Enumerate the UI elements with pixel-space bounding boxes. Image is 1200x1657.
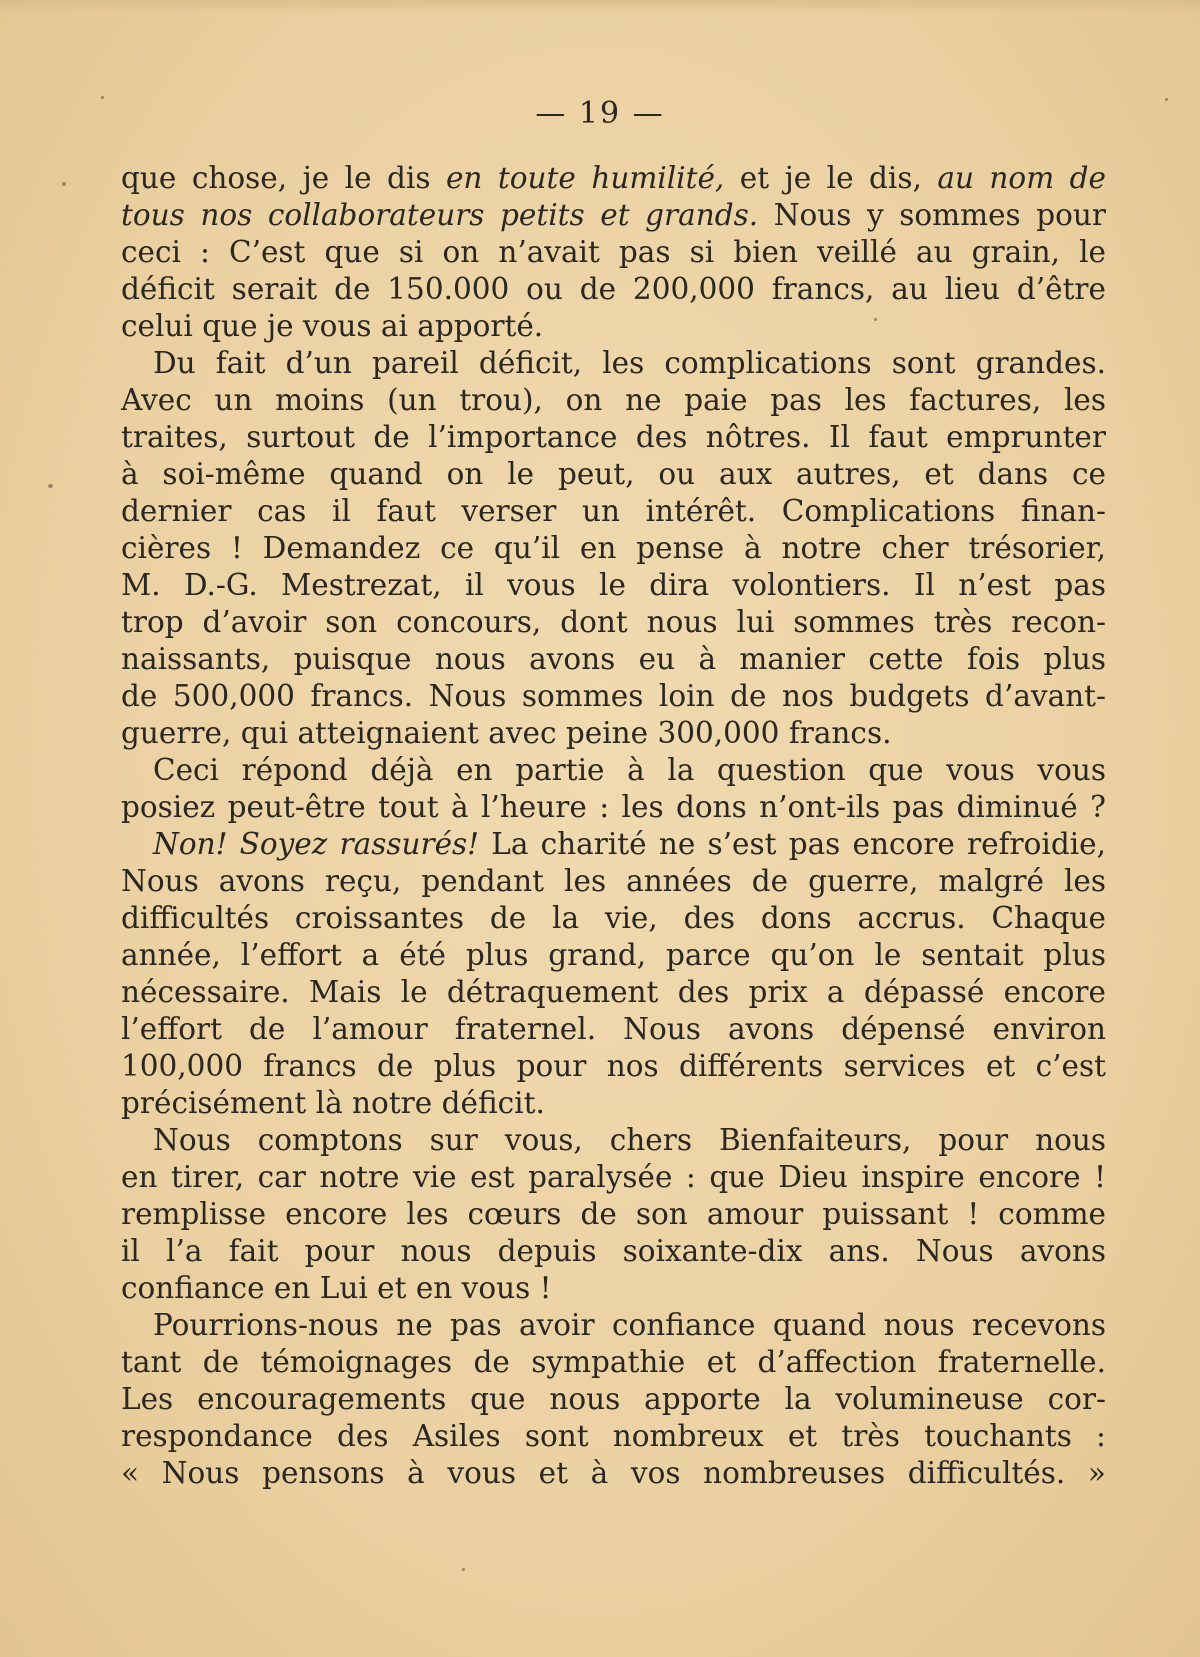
text-segment: précisément là notre déficit. [121, 1086, 545, 1120]
text-segment: nécessaire. Mais le détraquement des prix a dépassé encore [121, 975, 1106, 1009]
text-line [121, 197, 1106, 234]
text-segment: La charité ne s’est pas encore refroidie, [479, 827, 1106, 861]
text-segment: Pourrions-nous ne pas avoir confiance quand nous recevons [153, 1308, 1106, 1342]
text-segment: de 500,000 francs. Nous sommes loin de nos budgets d’avant- [121, 679, 1106, 713]
text-segment: à soi-même quand on le peut, ou aux autres, et dans ce [121, 457, 1106, 491]
text-segment: que chose, je le dis [121, 161, 446, 195]
text-line [121, 752, 1106, 789]
text-line [121, 604, 1106, 641]
text-segment: et je le dis, [724, 161, 938, 195]
text-line [121, 1048, 1106, 1085]
italic-text: tous nos collaborateurs petits et grands. [121, 198, 759, 232]
text-segment: tant de témoignages de sympathie et d’affection fraternelle. [121, 1345, 1106, 1379]
text-line [121, 1344, 1106, 1381]
text-segment: guerre, qui atteignaient avec peine 300,000 francs. [121, 716, 892, 750]
text-segment: trop d’avoir son concours, dont nous lui sommes très recon- [121, 605, 1106, 639]
text-line [121, 1381, 1106, 1418]
paper-speck [1165, 98, 1168, 101]
text-line [121, 493, 1106, 530]
text-segment: respondance des Asiles sont nombreux et très touchants : [121, 1419, 1106, 1453]
text-line [121, 678, 1106, 715]
text-line [121, 1159, 1106, 1196]
text-segment: Les encouragements que nous apporte la volumineuse cor- [121, 1382, 1106, 1416]
text-line [121, 937, 1106, 974]
text-line [121, 234, 1106, 271]
italic-text: au nom de [937, 161, 1106, 195]
text-segment: confiance en Lui et en vous ! [121, 1271, 552, 1305]
text-line [121, 419, 1106, 456]
text-segment: traites, surtout de l’importance des nôtres. Il faut emprunter [121, 420, 1106, 454]
text-line [121, 715, 1106, 752]
text-line [121, 1307, 1106, 1344]
text-segment: Ceci répond déjà en partie à la question que vous vous [153, 753, 1106, 787]
text-segment: Nous y sommes pour [758, 198, 1107, 232]
text-line [121, 567, 1106, 604]
text-line [121, 1233, 1106, 1270]
text-line [121, 1418, 1106, 1455]
italic-text: Non! Soyez rassurés! [153, 827, 480, 861]
text-line [121, 789, 1106, 826]
text-segment: 100,000 francs de plus pour nos différents services et c’est [121, 1049, 1106, 1083]
text-segment: dernier cas il faut verser un intérêt. Complications finan- [121, 494, 1106, 528]
paper-speck [62, 182, 66, 186]
text-line [121, 1196, 1106, 1233]
text-line [121, 530, 1106, 567]
text-line [121, 900, 1106, 937]
text-segment: l’effort de l’amour fraternel. Nous avons dépensé environ [121, 1012, 1106, 1046]
text-segment: difficultés croissantes de la vie, des dons accrus. Chaque [121, 901, 1106, 935]
text-segment: déficit serait de 150.000 ou de 200,000 francs, au lieu d’être [121, 272, 1106, 306]
page-number: — 19 — [535, 96, 665, 131]
text-segment: Avec un moins (un trou), on ne paie pas les factures, les [121, 383, 1106, 417]
text-segment: remplisse encore les cœurs de son amour puissant ! comme [121, 1197, 1106, 1231]
paper-speck [462, 1568, 465, 1571]
text-line [121, 863, 1106, 900]
paper-speck [101, 96, 104, 99]
text-line [121, 345, 1106, 382]
text-segment: Du fait d’un pareil déficit, les complications sont grandes. [153, 346, 1106, 380]
text-segment: naissants, puisque nous avons eu à manier cette fois plus [121, 642, 1106, 676]
body-text [121, 160, 1106, 1492]
text-line [121, 382, 1106, 419]
text-line [121, 641, 1106, 678]
text-segment: posiez peut-être tout à l’heure : les dons n’ont-ils pas diminué ? [121, 790, 1106, 824]
text-line [121, 308, 1106, 345]
text-line [121, 1455, 1106, 1492]
text-line [121, 456, 1106, 493]
text-segment: Nous avons reçu, pendant les années de guerre, malgré les [121, 864, 1106, 898]
text-line [121, 1085, 1106, 1122]
italic-text: en toute humilité, [445, 161, 725, 195]
text-segment: année, l’effort a été plus grand, parce qu’on le sentait plus [121, 938, 1106, 972]
text-line [121, 1011, 1106, 1048]
text-line [121, 1270, 1106, 1307]
page-edge-shadow [0, 0, 1200, 14]
text-segment: il l’a fait pour nous depuis soixante-dix ans. Nous avons [121, 1234, 1106, 1268]
text-segment: ceci : C’est que si on n’avait pas si bien veillé au grain, le [121, 235, 1106, 269]
text-segment: en tirer, car notre vie est paralysée : que Dieu inspire encore ! [121, 1160, 1106, 1194]
paper-speck [874, 318, 877, 321]
text-segment: Nous comptons sur vous, chers Bienfaiteurs, pour nous [153, 1123, 1106, 1157]
text-segment: cières ! Demandez ce qu’il en pense à notre cher trésorier, [121, 531, 1106, 565]
text-line [121, 974, 1106, 1011]
text-segment: « Nous pensons à vous et à vos nombreuses difficultés. » [121, 1456, 1106, 1490]
text-segment: celui que je vous ai apporté. [121, 309, 544, 343]
text-segment: M. D.-G. Mestrezat, il vous le dira volontiers. Il n’est pas [121, 568, 1106, 602]
text-line [121, 826, 1106, 863]
text-line [121, 160, 1106, 197]
text-line [121, 1122, 1106, 1159]
paper-speck [48, 484, 53, 488]
text-line [121, 271, 1106, 308]
